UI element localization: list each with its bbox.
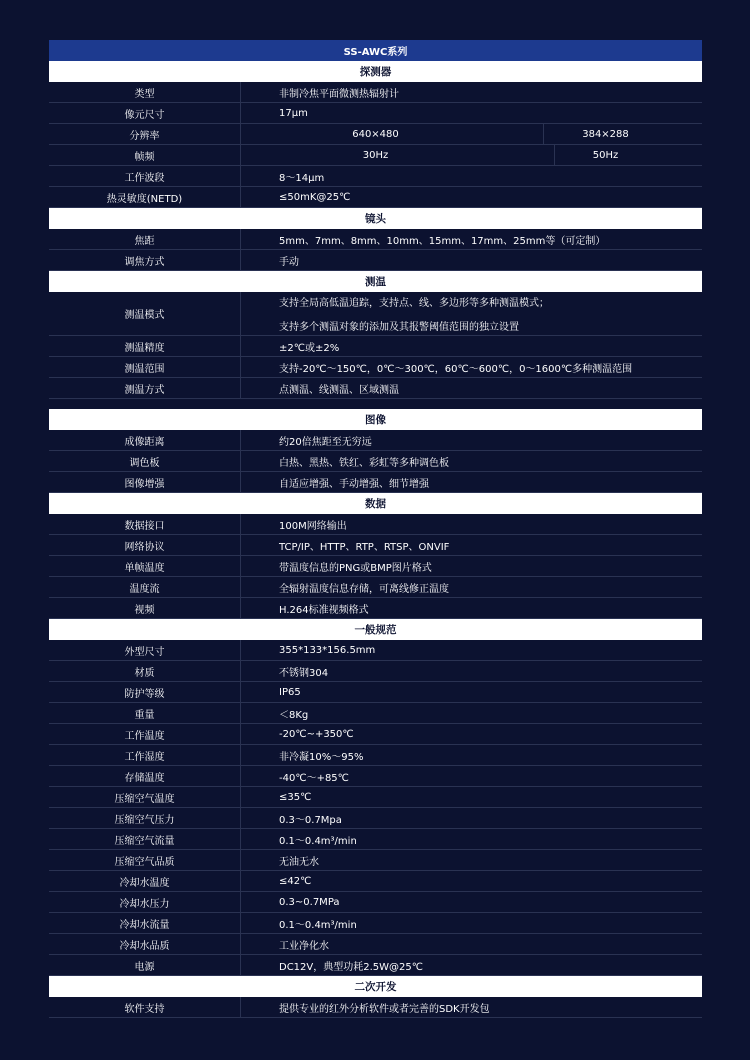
spec-row	[49, 871, 702, 892]
spec-value	[241, 357, 702, 377]
spec-value-text: 384×288	[582, 128, 629, 140]
spec-label: 测温范围	[49, 357, 241, 377]
spec-value	[241, 166, 702, 186]
spec-row	[49, 514, 702, 535]
spec-value	[241, 472, 702, 492]
spec-value-text: 17μm	[279, 107, 308, 119]
spec-value-text: ≤50mK@25℃	[279, 191, 351, 203]
spec-row	[49, 787, 702, 808]
spec-value	[241, 187, 702, 207]
spec-value-text: 无油无水	[279, 856, 319, 868]
spec-value	[241, 556, 702, 576]
spec-value	[241, 829, 702, 849]
spec-label: 冷却水流量	[49, 913, 241, 933]
spec-value-text: TCP/IP、HTTP、RTP、RTSP、ONVIF	[279, 541, 450, 553]
spec-value-text: DC12V，典型功耗2.5W@25℃	[279, 961, 423, 973]
spec-label: 冷却水品质	[49, 934, 241, 954]
spec-label: 数据接口	[49, 514, 241, 534]
spec-value-text: 640×480	[314, 124, 544, 144]
section-header: 探测器	[49, 61, 702, 82]
spec-value	[241, 103, 702, 123]
spec-value	[241, 913, 702, 933]
spec-value-text: -20℃~+350℃	[279, 728, 354, 740]
spec-row	[49, 913, 702, 934]
spec-label: 工作波段	[49, 166, 241, 186]
spec-value-text: 8～14μm	[279, 172, 325, 184]
spec-row	[49, 850, 702, 871]
spec-row	[49, 577, 702, 598]
spec-label: 工作湿度	[49, 745, 241, 765]
spec-row	[49, 955, 702, 976]
spec-row	[49, 103, 702, 124]
spec-row	[49, 166, 702, 187]
spec-value-text: 提供专业的红外分析软件或者完善的SDK开发包	[279, 1003, 490, 1015]
spec-label: 焦距	[49, 229, 241, 249]
spec-row	[49, 430, 702, 451]
spec-row	[49, 378, 702, 399]
spec-value	[241, 766, 702, 786]
table-title: SS-AWC系列	[49, 40, 702, 61]
spec-label: 重量	[49, 703, 241, 723]
spec-label: 单帧温度	[49, 556, 241, 576]
spec-row	[49, 598, 702, 619]
spec-value-text: -40℃～+85℃	[279, 772, 349, 784]
spec-value-text: H.264标准视频格式	[279, 604, 369, 616]
spec-row	[49, 766, 702, 787]
spec-row	[49, 640, 702, 661]
spec-label: 分辨率	[49, 124, 241, 144]
spec-row	[49, 292, 702, 336]
spec-value-text: 0.3~0.7MPa	[279, 896, 340, 908]
spec-value-text: 支持全局高低温追踪，支持点、线、多边形等多种测温模式；	[279, 298, 549, 309]
spec-value-text: 不锈钢304	[279, 667, 329, 679]
spec-label: 工作温度	[49, 724, 241, 744]
spec-value	[241, 598, 702, 618]
spec-value	[241, 535, 702, 555]
spec-value	[241, 514, 702, 534]
section-header: 数据	[49, 493, 702, 514]
spec-value-text: 50Hz	[592, 149, 619, 161]
spec-label: 类型	[49, 82, 241, 102]
section-header: 一般规范	[49, 619, 702, 640]
spec-value-text: 非冷凝10%～95%	[279, 751, 364, 763]
spec-row	[49, 892, 702, 913]
spec-value-text: 点测温、线测温、区域测温	[279, 384, 399, 396]
spec-row	[49, 997, 702, 1018]
spec-value-text: IP65	[279, 686, 301, 698]
spec-row	[49, 682, 702, 703]
spec-row	[49, 829, 702, 850]
spec-table	[49, 40, 702, 1018]
spec-label: 视频	[49, 598, 241, 618]
spec-value	[241, 250, 702, 270]
spec-label: 测温精度	[49, 336, 241, 356]
spec-label: 软件支持	[49, 997, 241, 1017]
spec-value	[241, 850, 702, 870]
spec-label: 测温模式	[49, 292, 241, 335]
spec-row	[49, 745, 702, 766]
spec-value	[241, 640, 702, 660]
spec-row	[49, 535, 702, 556]
section-header: 镜头	[49, 208, 702, 229]
spec-value	[241, 661, 702, 681]
spec-row	[49, 661, 702, 682]
spec-value-text: 5mm、7mm、8mm、10mm、15mm、17mm、25mm等（可定制）	[279, 235, 606, 247]
spec-label: 材质	[49, 661, 241, 681]
spec-value	[241, 787, 702, 807]
spec-value-text: 0.3～0.7Mpa	[279, 814, 342, 826]
spec-label: 调焦方式	[49, 250, 241, 270]
spec-value	[241, 997, 702, 1017]
spec-value-text: 355*133*156.5mm	[279, 644, 376, 656]
spec-row	[49, 187, 702, 208]
spec-label: 压缩空气温度	[49, 787, 241, 807]
spec-label: 压缩空气品质	[49, 850, 241, 870]
spec-value-text: 非制冷焦平面微测热辐射计	[279, 88, 399, 100]
spec-value-text: 100M网络输出	[279, 520, 347, 532]
spec-value	[241, 82, 702, 102]
spec-value	[241, 808, 702, 828]
spec-value	[241, 577, 702, 597]
spec-value	[241, 892, 702, 912]
spec-value	[241, 724, 702, 744]
section-header: 二次开发	[49, 976, 702, 997]
spec-label: 冷却水温度	[49, 871, 241, 891]
spec-label: 测温方式	[49, 378, 241, 398]
section-header: 测温	[49, 271, 702, 292]
spec-value-text: 全辐射温度信息存储，可离线修正温度	[279, 583, 449, 595]
spec-value	[241, 745, 702, 765]
section-header: 图像	[49, 409, 702, 430]
spec-label: 压缩空气压力	[49, 808, 241, 828]
spec-value	[241, 703, 702, 723]
spec-label: 防护等级	[49, 682, 241, 702]
spec-label: 压缩空气流量	[49, 829, 241, 849]
spec-value-text: 带温度信息的PNG或BMP图片格式	[279, 562, 432, 574]
spec-label: 热灵敏度(NETD)	[49, 187, 241, 207]
spec-label: 存储温度	[49, 766, 241, 786]
spec-value-text: ＜8Kg	[279, 709, 309, 721]
spec-label: 帧频	[49, 145, 241, 165]
spec-row	[49, 556, 702, 577]
spec-label: 图像增强	[49, 472, 241, 492]
spec-value-text: 支持-20℃～150℃，0℃～300℃，60℃～600℃，0～1600℃多种测温范围	[279, 363, 633, 375]
spec-label: 网络协议	[49, 535, 241, 555]
spec-value	[241, 124, 702, 144]
spec-row	[49, 229, 702, 250]
spec-value-text: 约20倍焦距至无穷远	[279, 436, 372, 448]
spec-value	[241, 934, 702, 954]
spec-value	[241, 451, 702, 471]
spec-value	[241, 336, 702, 356]
spec-value-text: ≤35℃	[279, 791, 312, 803]
spec-label: 冷却水压力	[49, 892, 241, 912]
spec-row	[49, 472, 702, 493]
spec-value-text: ±2℃或±2%	[279, 342, 340, 354]
spec-value	[241, 430, 702, 450]
spec-value	[241, 229, 702, 249]
spec-row	[49, 934, 702, 955]
spec-value-text: 0.1～0.4m³/min	[279, 919, 357, 931]
spec-row	[49, 336, 702, 357]
spec-value-text: 30Hz	[325, 145, 555, 165]
spec-value	[241, 378, 702, 398]
spec-row	[49, 703, 702, 724]
spec-value	[241, 955, 702, 975]
spec-row	[49, 145, 702, 166]
spec-row	[49, 82, 702, 103]
spec-value	[241, 682, 702, 702]
spec-value	[241, 145, 702, 165]
spec-value-text: 自适应增强、手动增强、细节增强	[279, 478, 429, 490]
spec-label: 温度流	[49, 577, 241, 597]
spec-label: 电源	[49, 955, 241, 975]
spec-label: 成像距离	[49, 430, 241, 450]
spec-value	[241, 871, 702, 891]
spec-label: 调色板	[49, 451, 241, 471]
spec-value-text: 手动	[279, 256, 299, 268]
spec-value-text: 白热、黑热、铁红、彩虹等多种调色板	[279, 457, 449, 469]
section-gap	[49, 399, 702, 409]
spec-row	[49, 124, 702, 145]
spec-value-text: 工业净化水	[279, 940, 329, 952]
spec-label: 像元尺寸	[49, 103, 241, 123]
spec-label: 外型尺寸	[49, 640, 241, 660]
spec-row	[49, 357, 702, 378]
spec-row	[49, 250, 702, 271]
spec-value-text: 支持多个测温对象的添加及其报警阈值范围的独立设置	[279, 322, 519, 333]
spec-value-text: 0.1～0.4m³/min	[279, 835, 357, 847]
spec-row	[49, 724, 702, 745]
spec-row	[49, 451, 702, 472]
spec-value	[241, 292, 702, 335]
spec-value-text: ≤42℃	[279, 875, 312, 887]
spec-row	[49, 808, 702, 829]
